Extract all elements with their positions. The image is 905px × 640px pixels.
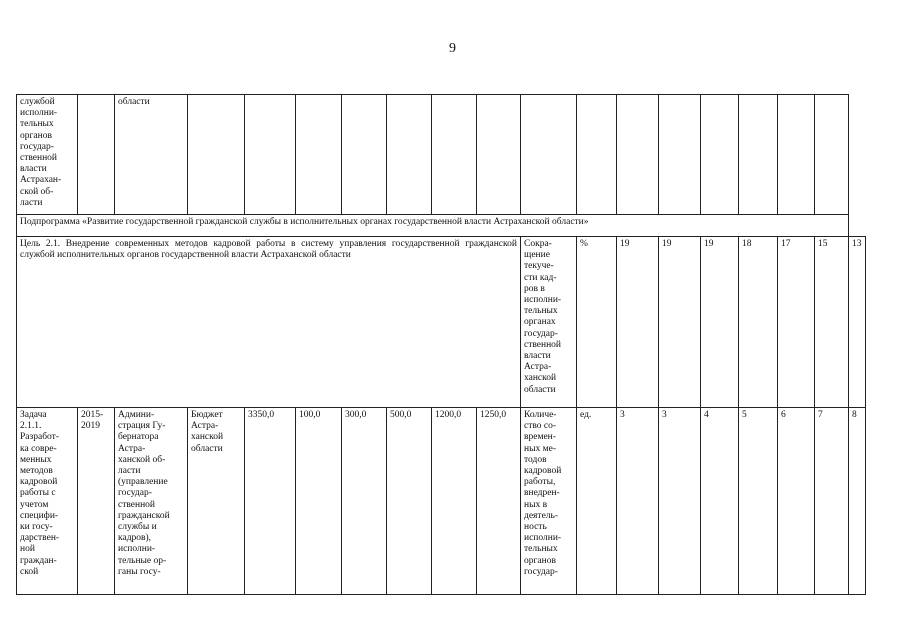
task-value: 4 xyxy=(701,408,739,595)
goal-value: 17 xyxy=(778,237,815,408)
task-amount: 100,0 xyxy=(296,408,342,595)
task-unit: ед. xyxy=(577,408,617,595)
cell-empty xyxy=(432,95,477,215)
cell-empty xyxy=(245,95,296,215)
task-amount: 300,0 xyxy=(342,408,387,595)
cell-empty xyxy=(296,95,342,215)
program-table xyxy=(16,94,866,595)
task-value: 3 xyxy=(659,408,701,595)
cell-empty xyxy=(78,95,115,215)
cell-continued-executor: области xyxy=(115,95,188,215)
cell-empty xyxy=(477,95,521,215)
cell-empty xyxy=(617,95,659,215)
task-amount: 500,0 xyxy=(387,408,432,595)
cell-empty xyxy=(815,95,849,215)
task-name: Задача 2.1.1. Разработ- ка совре- менных методов кадровой работы с учетом специфи- ки госу- дарствен- ной граждан- ской xyxy=(17,408,78,595)
cell-continued-name: службой исполни- тельных органов государ- ственной власти Астрахан- ской об- ласти xyxy=(17,95,78,215)
goal-text: Цель 2.1. Внедрение современных методов кадровой работы в систему управления государственной гражданской службой исполнительных органов государственной власти Астраханской области xyxy=(17,237,521,408)
goal-value: 19 xyxy=(659,237,701,408)
task-row xyxy=(17,408,866,595)
cell-empty xyxy=(521,95,577,215)
cell-empty xyxy=(701,95,739,215)
goal-value: 15 xyxy=(815,237,849,408)
goal-unit: % xyxy=(577,237,617,408)
cell-empty xyxy=(778,95,815,215)
goal-indicator: Сокра- щение текуче- сти кад- ров в исполни- тельных органах государ- ственной власти Астра- ханской области xyxy=(521,237,577,408)
task-period: 2015- 2019 xyxy=(78,408,115,595)
task-amount: 1250,0 xyxy=(477,408,521,595)
task-amount: 1200,0 xyxy=(432,408,477,595)
task-value: 6 xyxy=(778,408,815,595)
subprogram-title: Подпрограмма «Развитие государственной гражданской службы в исполнительных органах государственной власти Астраханской области» xyxy=(17,215,849,237)
goal-value: 18 xyxy=(739,237,778,408)
cell-empty xyxy=(188,95,245,215)
goal-value: 19 xyxy=(701,237,739,408)
task-executor: Админи- страция Гу- бернатора Астра- ханской об- ласти (управление государ- ственной гражданской службы и кадров), исполни- тельные ор- ганы госу- xyxy=(115,408,188,595)
task-amount: 3350,0 xyxy=(245,408,296,595)
page-number: 9 xyxy=(449,41,456,56)
task-source: Бюджет Астра- ханской области xyxy=(188,408,245,595)
task-value: 7 xyxy=(815,408,849,595)
task-value: 5 xyxy=(739,408,778,595)
cell-empty xyxy=(577,95,617,215)
goal-row xyxy=(17,237,866,408)
cell-empty xyxy=(739,95,778,215)
task-value: 8 xyxy=(849,408,866,595)
goal-value: 19 xyxy=(617,237,659,408)
cell-empty xyxy=(342,95,387,215)
task-indicator: Количе- ство со- времен- ных ме- тодов кадровой работы, внедрен- ных в деятель- ность исполни- тельных органов государ- xyxy=(521,408,577,595)
subprogram-row xyxy=(17,215,866,237)
goal-value: 13 xyxy=(849,237,866,408)
table-row-continued xyxy=(17,95,866,215)
cell-empty xyxy=(387,95,432,215)
cell-empty xyxy=(659,95,701,215)
task-value: 3 xyxy=(617,408,659,595)
